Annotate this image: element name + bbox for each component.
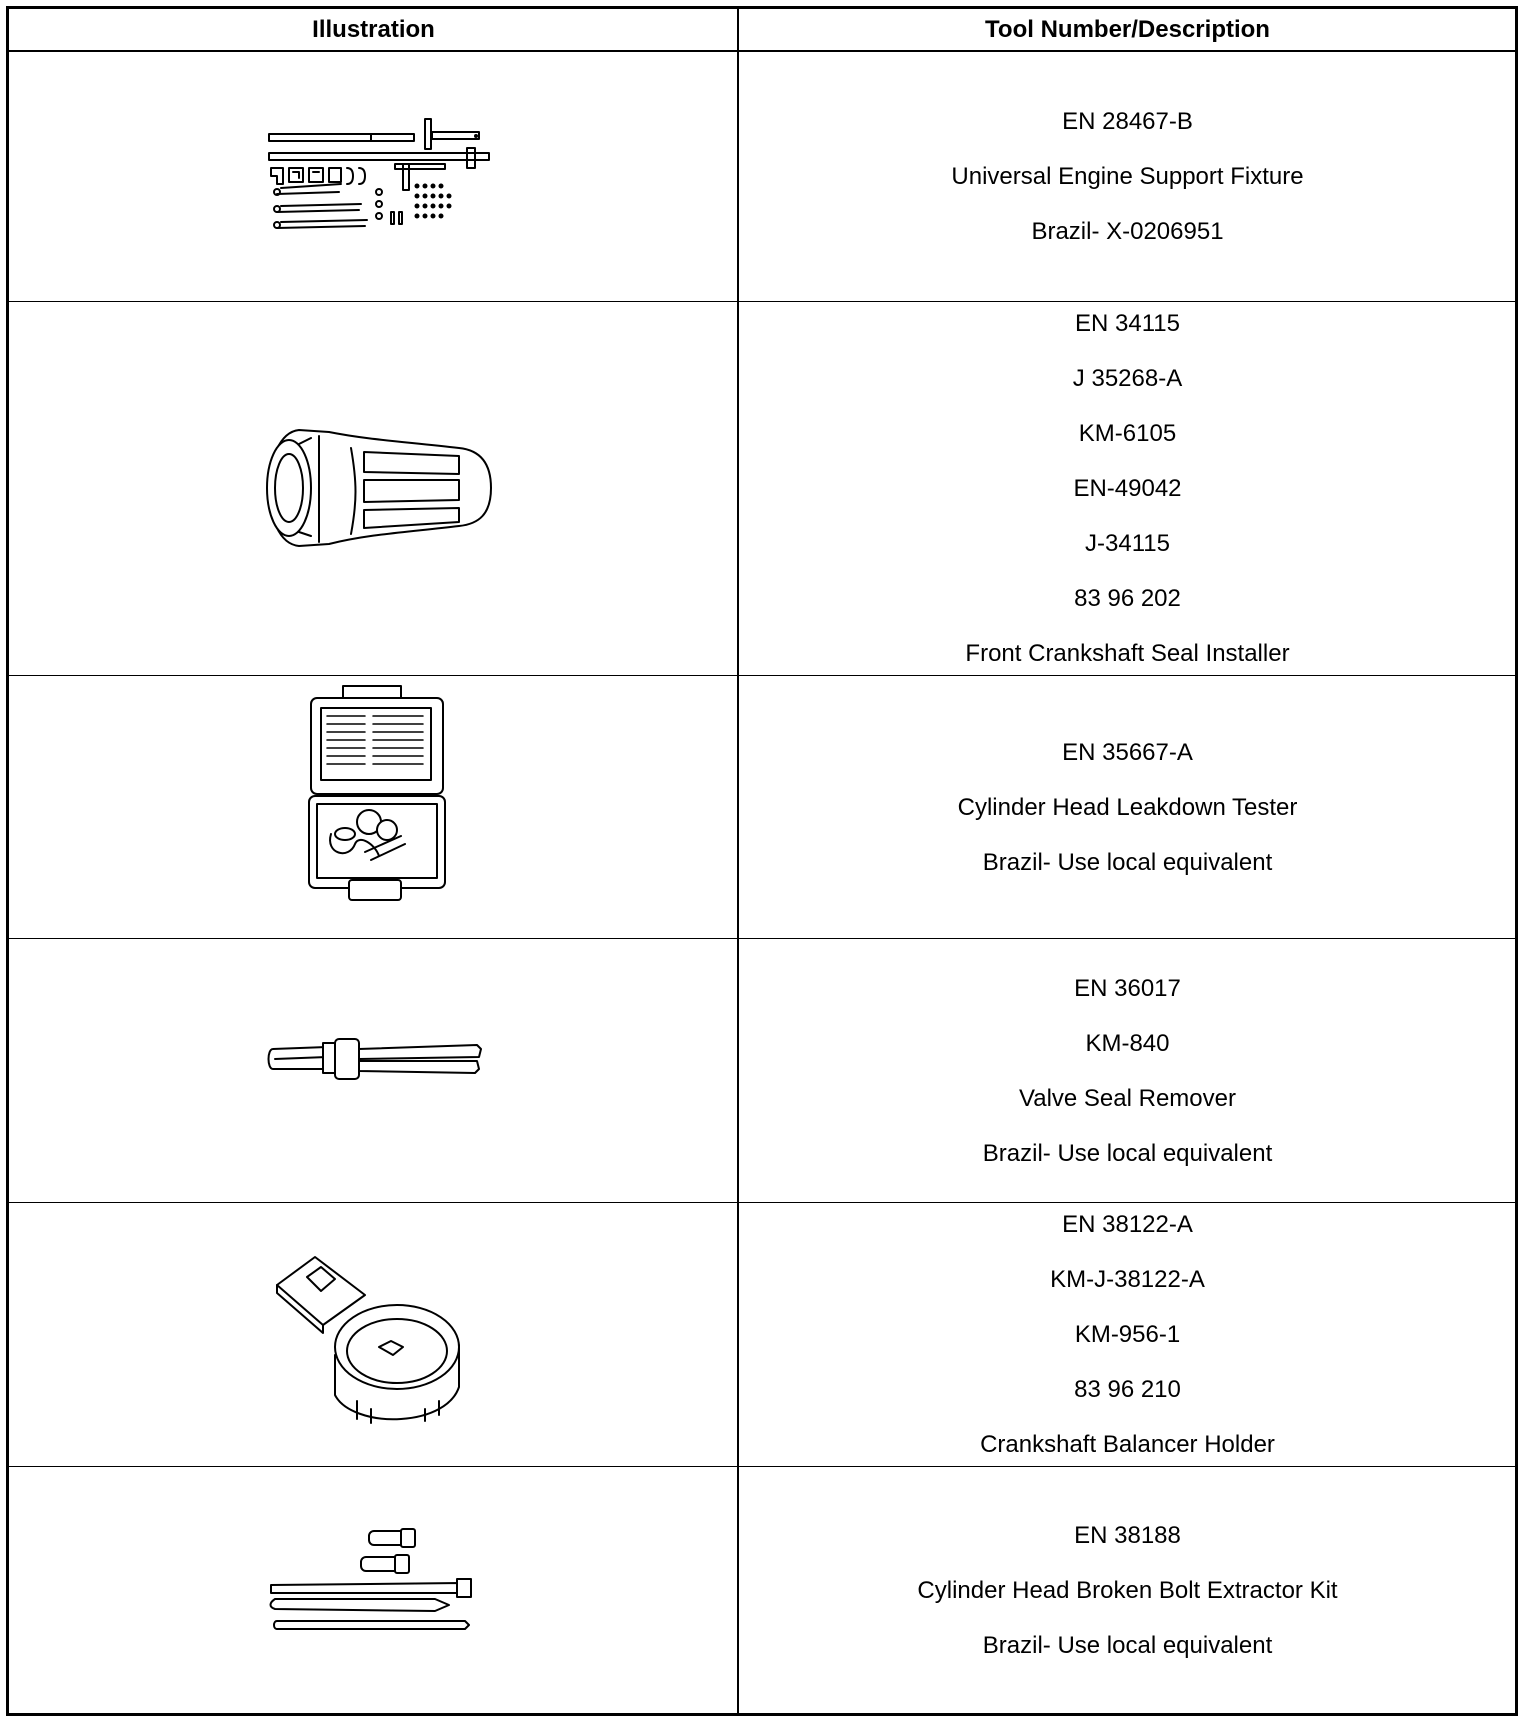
tool-description: Cylinder Head Leakdown Tester [957,793,1298,821]
illustration-cell [9,302,737,675]
description-cell [740,302,1515,675]
tool-number: EN 38122-A [1062,1211,1193,1238]
engine-support-fixture-icon [267,116,497,240]
balancer-holder-icon [275,1255,475,1425]
tool-description: Valve Seal Remover [1019,1084,1236,1112]
tool-number: EN 36017 [1074,974,1181,1002]
tool-number: KM-956-1 [1074,1321,1181,1348]
tool-description: Universal Engine Support Fixture [951,163,1304,190]
tool-table [6,6,1518,1716]
table-row [9,52,1515,302]
tool-number: KM-6105 [1078,420,1177,447]
tool-column-header: Tool Number/Description [985,16,1270,43]
tool-number: KM-J-38122-A [1050,1266,1205,1293]
tool-brazil-note: Brazil- Use local equivalent [982,1631,1273,1659]
tool-number: EN 38188 [1074,1521,1181,1549]
table-header [9,9,1515,52]
tool-description: Cylinder Head Broken Bolt Extractor Kit [917,1576,1338,1604]
table-row [9,676,1515,939]
tool-brazil-note: Brazil- Use local equivalent [982,1139,1273,1167]
tool-number: KM-840 [1085,1029,1170,1057]
description-cell [740,676,1515,938]
tool-description: Front Crankshaft Seal Installer [965,640,1290,667]
table-row [9,1203,1515,1467]
seal-installer-icon [259,422,499,552]
tool-brazil-note: Brazil- X-0206951 [1031,218,1224,245]
illustration-cell [9,52,737,301]
illustration-cell [9,1467,737,1713]
leakdown-tester-case-icon [305,684,449,906]
illustration-cell [9,1203,737,1466]
tool-brazil-note: Brazil- Use local equivalent [982,848,1273,876]
description-cell [740,939,1515,1202]
tool-number: 83 96 202 [1074,585,1181,612]
tool-number: EN-49042 [1073,475,1182,502]
tool-number: J 35268-A [1072,365,1183,392]
description-cell [740,1203,1515,1466]
table-row [9,939,1515,1203]
table-row [9,302,1515,676]
illustration-cell [9,939,737,1202]
tool-number: 83 96 210 [1074,1376,1181,1403]
bolt-extractor-kit-icon [265,1527,495,1637]
tool-number: EN 34115 [1075,310,1180,337]
description-cell [740,52,1515,301]
illustration-cell [9,676,737,938]
tool-number: J-34115 [1085,530,1170,557]
tool-description: Crankshaft Balancer Holder [980,1431,1275,1458]
illustration-column-header: Illustration [312,16,435,43]
description-cell [740,1467,1515,1713]
table-row [9,1467,1515,1713]
valve-seal-remover-icon [267,1037,487,1081]
tool-number: EN 35667-A [1062,738,1193,766]
tool-number: EN 28467-B [1062,108,1193,135]
